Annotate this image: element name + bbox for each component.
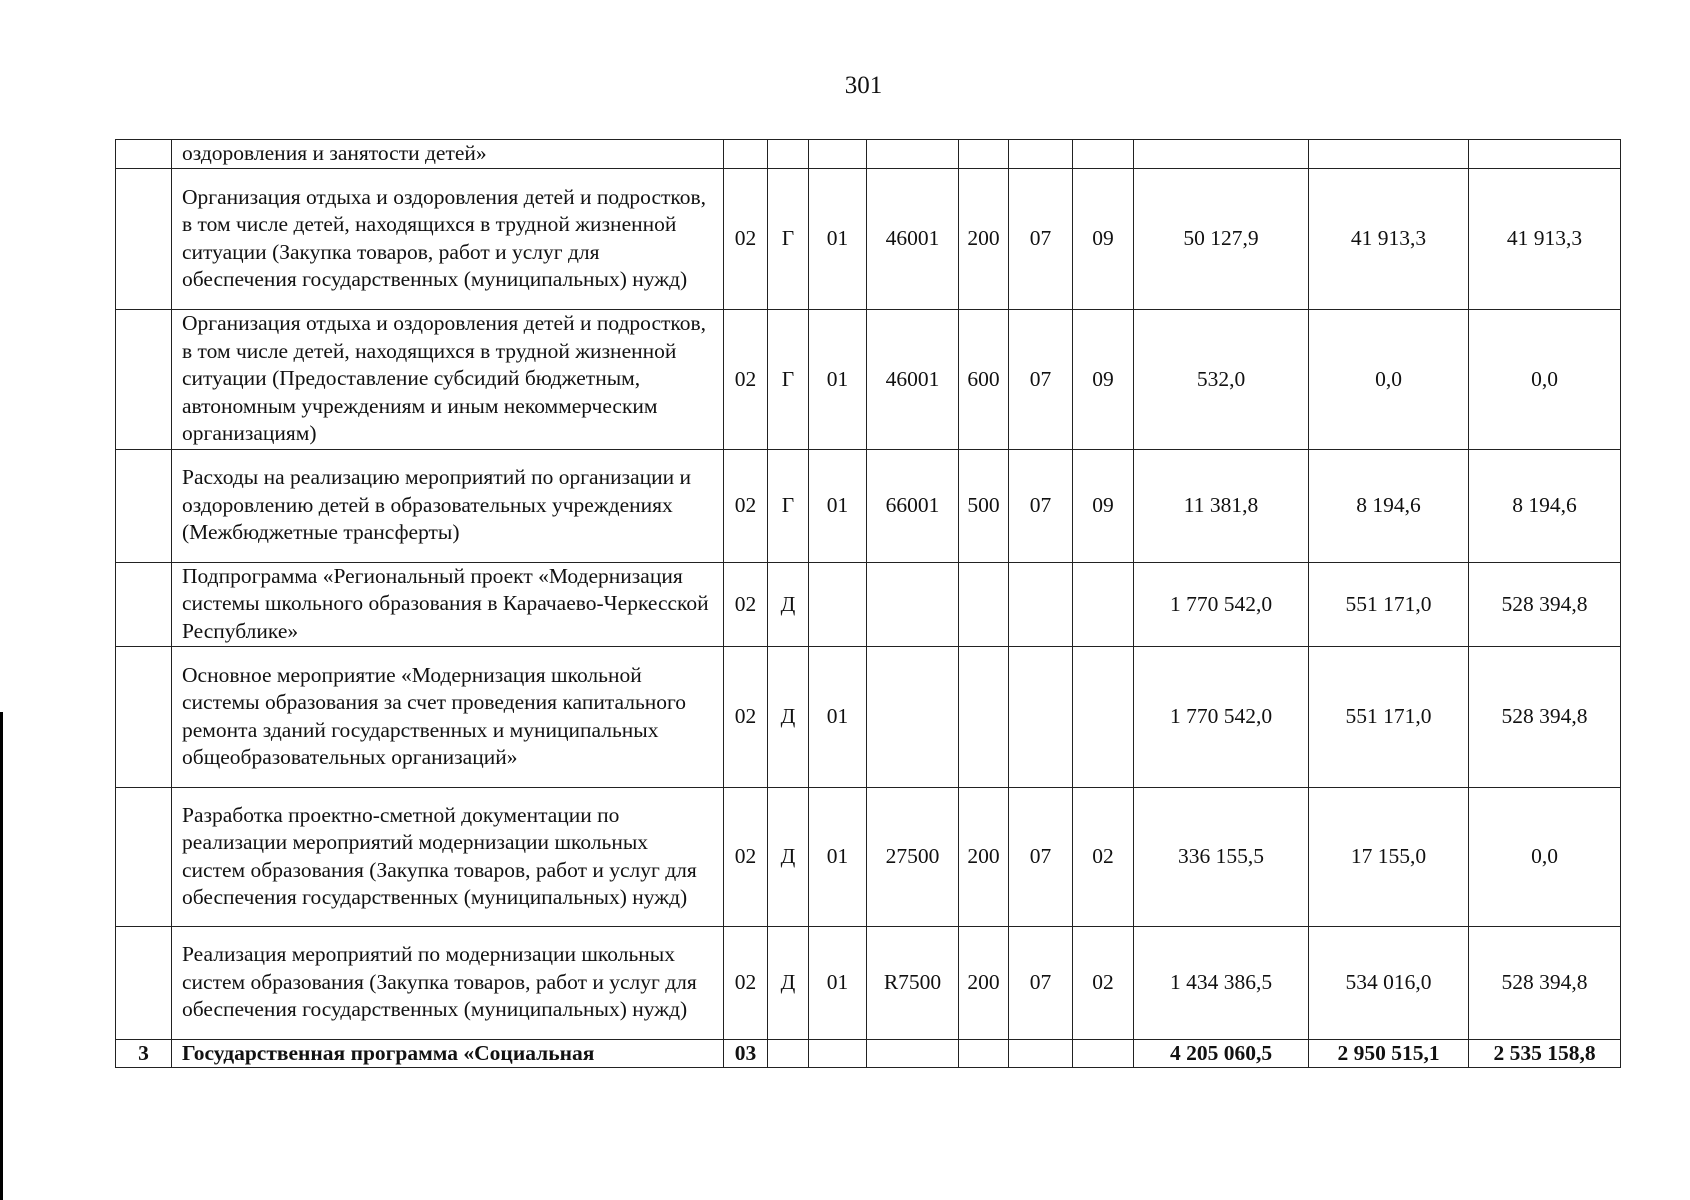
activity-code-cell: 01 — [809, 787, 867, 926]
section-cell: 07 — [1009, 309, 1073, 449]
activity-code-cell — [809, 1039, 867, 1068]
activity-code-cell: 01 — [809, 309, 867, 449]
program-code-cell: 02 — [724, 926, 768, 1039]
amount-year-2-cell: 534 016,0 — [1309, 926, 1469, 1039]
amount-year-1-cell: 1 434 386,5 — [1134, 926, 1309, 1039]
subsection-cell — [1073, 140, 1134, 169]
section-cell: 07 — [1009, 449, 1073, 562]
amount-year-2-cell — [1309, 140, 1469, 169]
direction-code-cell: 46001 — [867, 309, 959, 449]
direction-code-cell: 27500 — [867, 787, 959, 926]
subprogram-code-cell: Г — [768, 449, 809, 562]
subsection-cell: 02 — [1073, 926, 1134, 1039]
expense-type-cell — [959, 562, 1009, 646]
amount-year-2-cell: 0,0 — [1309, 309, 1469, 449]
amount-year-2-cell: 17 155,0 — [1309, 787, 1469, 926]
amount-year-2-cell: 41 913,3 — [1309, 168, 1469, 309]
row-name-cell: Разработка проектно-сметной документации по реализации мероприятий модернизации школьных систем образования (Закупка товаров, работ и услуг для обеспечения государственных (муниципальных) нужд) — [172, 787, 724, 926]
row-name-cell: Организация отдыха и оздоровления детей и подростков, в том числе детей, находящихся в трудной жизненной ситуации (Закупка товаров, работ и услуг для обеспечения государственных (муниципальных) нужд) — [172, 168, 724, 309]
expense-type-cell — [959, 646, 1009, 787]
row-name-cell: оздоровления и занятости детей» — [172, 140, 724, 169]
amount-year-3-cell: 528 394,8 — [1469, 926, 1621, 1039]
amount-year-1-cell — [1134, 140, 1309, 169]
direction-code-cell: 46001 — [867, 168, 959, 309]
direction-code-cell — [867, 646, 959, 787]
row-number-cell — [116, 140, 172, 169]
amount-year-3-cell: 2 535 158,8 — [1469, 1039, 1621, 1068]
activity-code-cell — [809, 562, 867, 646]
row-name-cell: Организация отдыха и оздоровления детей и подростков, в том числе детей, находящихся в трудной жизненной ситуации (Предоставление субсидий бюджетным, автономным учреждениям и иным некоммерческим организациям) — [172, 309, 724, 449]
table-row — [116, 449, 1621, 562]
row-name-cell: Основное мероприятие «Модернизация школьной системы образования за счет проведения капитального ремонта зданий государственных и муниципальных общеобразовательных организаций» — [172, 646, 724, 787]
amount-year-1-cell: 11 381,8 — [1134, 449, 1309, 562]
direction-code-cell: R7500 — [867, 926, 959, 1039]
row-number-cell — [116, 449, 172, 562]
amount-year-2-cell: 2 950 515,1 — [1309, 1039, 1469, 1068]
direction-code-cell — [867, 140, 959, 169]
row-number-cell: 3 — [116, 1039, 172, 1068]
table-row — [116, 562, 1621, 646]
table-row — [116, 787, 1621, 926]
row-number-cell — [116, 787, 172, 926]
subsection-cell: 09 — [1073, 309, 1134, 449]
expense-type-cell: 200 — [959, 787, 1009, 926]
activity-code-cell: 01 — [809, 646, 867, 787]
amount-year-3-cell: 528 394,8 — [1469, 562, 1621, 646]
section-cell — [1009, 140, 1073, 169]
row-number-cell — [116, 309, 172, 449]
activity-code-cell: 01 — [809, 926, 867, 1039]
program-code-cell: 02 — [724, 646, 768, 787]
amount-year-1-cell: 336 155,5 — [1134, 787, 1309, 926]
section-cell: 07 — [1009, 787, 1073, 926]
section-cell: 07 — [1009, 168, 1073, 309]
amount-year-1-cell: 532,0 — [1134, 309, 1309, 449]
subprogram-code-cell: Г — [768, 309, 809, 449]
row-name-cell: Подпрограмма «Региональный проект «Модернизация системы школьного образования в Карачаево-Черкесской Республике» — [172, 562, 724, 646]
amount-year-3-cell — [1469, 140, 1621, 169]
program-code-cell: 02 — [724, 449, 768, 562]
program-code-cell — [724, 140, 768, 169]
row-name-cell: Реализация мероприятий по модернизации школьных систем образования (Закупка товаров, работ и услуг для обеспечения государственных (муниципальных) нужд) — [172, 926, 724, 1039]
row-number-cell — [116, 646, 172, 787]
table-row-program-total — [116, 1039, 1621, 1068]
row-name-cell: Государственная программа «Социальная — [172, 1039, 724, 1068]
page-number: 301 — [844, 72, 883, 99]
amount-year-3-cell: 0,0 — [1469, 787, 1621, 926]
program-code-cell: 02 — [724, 787, 768, 926]
activity-code-cell — [809, 140, 867, 169]
amount-year-3-cell: 41 913,3 — [1469, 168, 1621, 309]
table-row — [116, 646, 1621, 787]
row-number-cell — [116, 168, 172, 309]
expense-type-cell — [959, 1039, 1009, 1068]
table-row — [116, 926, 1621, 1039]
program-code-cell: 02 — [724, 168, 768, 309]
subprogram-code-cell: Д — [768, 646, 809, 787]
row-number-cell — [116, 926, 172, 1039]
table-row — [116, 309, 1621, 449]
scan-edge-bar — [0, 712, 3, 1200]
row-number-cell — [116, 562, 172, 646]
expense-type-cell: 600 — [959, 309, 1009, 449]
subsection-cell: 02 — [1073, 787, 1134, 926]
section-cell — [1009, 1039, 1073, 1068]
amount-year-1-cell: 1 770 542,0 — [1134, 562, 1309, 646]
activity-code-cell: 01 — [809, 449, 867, 562]
amount-year-2-cell: 551 171,0 — [1309, 646, 1469, 787]
amount-year-3-cell: 0,0 — [1469, 309, 1621, 449]
expense-type-cell — [959, 140, 1009, 169]
section-cell — [1009, 562, 1073, 646]
table-row — [116, 168, 1621, 309]
subsection-cell — [1073, 1039, 1134, 1068]
subsection-cell — [1073, 646, 1134, 787]
direction-code-cell — [867, 562, 959, 646]
subprogram-code-cell — [768, 1039, 809, 1068]
section-cell: 07 — [1009, 926, 1073, 1039]
subprogram-code-cell: Д — [768, 926, 809, 1039]
program-code-cell: 03 — [724, 1039, 768, 1068]
amount-year-2-cell: 551 171,0 — [1309, 562, 1469, 646]
amount-year-2-cell: 8 194,6 — [1309, 449, 1469, 562]
subprogram-code-cell: Г — [768, 168, 809, 309]
row-name-cell: Расходы на реализацию мероприятий по организации и оздоровлению детей в образовательных учреждениях (Межбюджетные трансферты) — [172, 449, 724, 562]
subprogram-code-cell — [768, 140, 809, 169]
subsection-cell: 09 — [1073, 449, 1134, 562]
activity-code-cell: 01 — [809, 168, 867, 309]
subprogram-code-cell: Д — [768, 787, 809, 926]
expense-type-cell: 200 — [959, 926, 1009, 1039]
budget-table — [115, 139, 1621, 1068]
amount-year-3-cell: 528 394,8 — [1469, 646, 1621, 787]
section-cell — [1009, 646, 1073, 787]
direction-code-cell: 66001 — [867, 449, 959, 562]
program-code-cell: 02 — [724, 562, 768, 646]
subsection-cell — [1073, 562, 1134, 646]
subsection-cell: 09 — [1073, 168, 1134, 309]
amount-year-1-cell: 50 127,9 — [1134, 168, 1309, 309]
amount-year-1-cell: 1 770 542,0 — [1134, 646, 1309, 787]
amount-year-3-cell: 8 194,6 — [1469, 449, 1621, 562]
subprogram-code-cell: Д — [768, 562, 809, 646]
table-row — [116, 140, 1621, 169]
amount-year-1-cell: 4 205 060,5 — [1134, 1039, 1309, 1068]
direction-code-cell — [867, 1039, 959, 1068]
expense-type-cell: 200 — [959, 168, 1009, 309]
expense-type-cell: 500 — [959, 449, 1009, 562]
program-code-cell: 02 — [724, 309, 768, 449]
